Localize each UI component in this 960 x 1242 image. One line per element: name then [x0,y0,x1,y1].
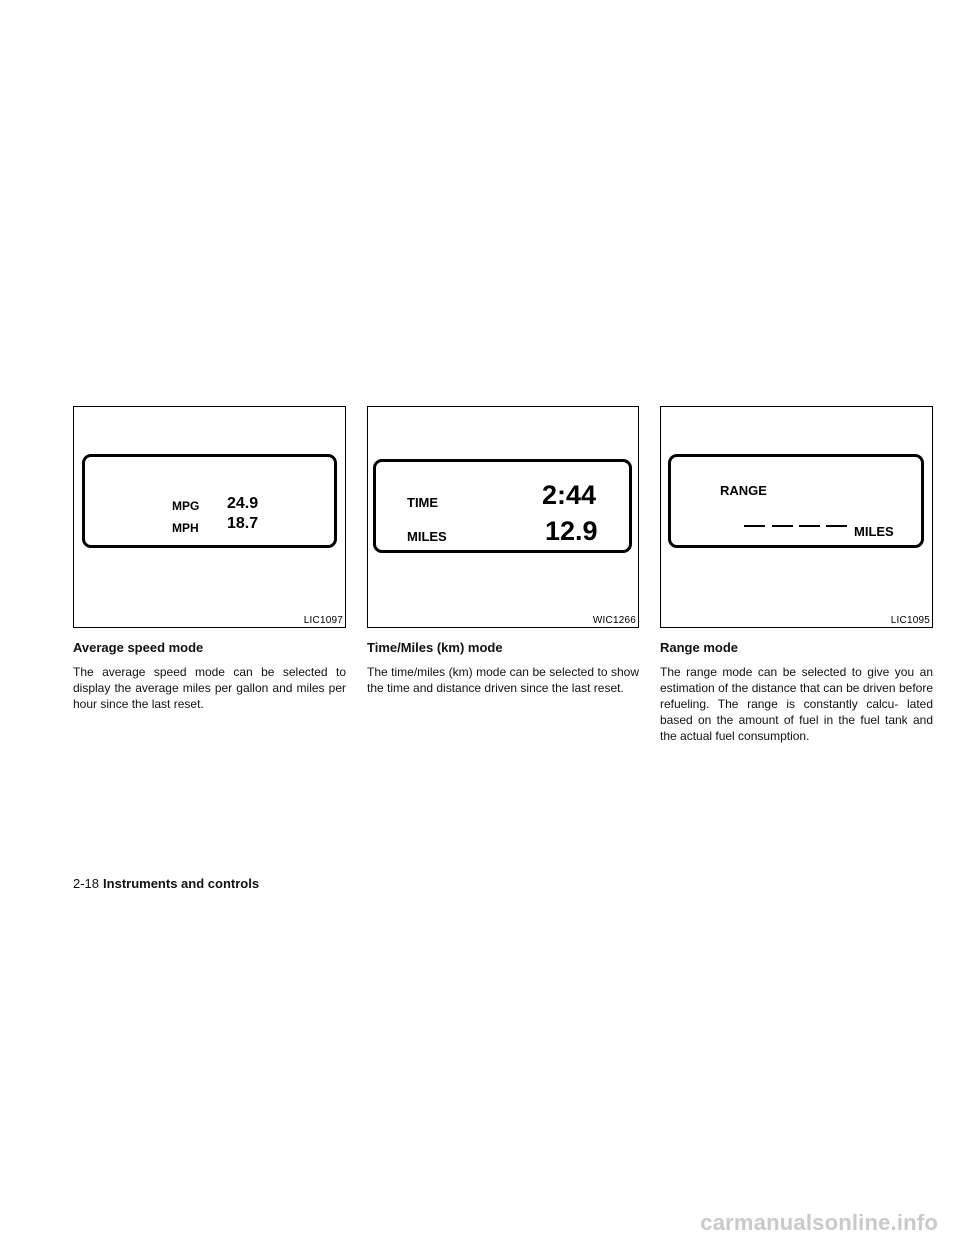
section-heading: Average speed mode [73,640,204,655]
page-footer [73,876,259,891]
range-label: RANGE [720,483,767,498]
mph-value: 18.7 [227,515,259,532]
time-label: TIME [407,495,439,510]
time-value: 2:44 [542,480,597,510]
figure-time-miles-display [367,406,639,628]
section-average-speed [73,406,346,712]
page-number: 2-18 [73,876,100,891]
section-body: The time/miles (km) mode can be selected to show the time and distance driven since the last reset. [367,665,639,695]
miles-label: MILES [407,529,447,544]
miles-value: 12.9 [545,516,598,546]
figure-code: WIC1266 [592,615,636,626]
mph-label: MPH [172,521,199,535]
mpg-label: MPG [172,499,200,513]
figure-code: LIC1095 [890,615,930,626]
figure-code: LIC1097 [303,615,343,626]
range-dash [772,525,793,527]
section-range [660,406,933,744]
section-title: Instruments and controls [103,876,260,891]
figure-range-display [660,406,933,628]
section-heading: Range mode [660,640,739,655]
section-time-miles [367,406,639,696]
section-body: The average speed mode can be selected to display the average miles per gallon and miles per hour since the last reset. [73,665,346,711]
range-dash [799,525,820,527]
lcd-display [82,454,337,548]
lcd-display [668,454,924,548]
range-dash [744,525,765,527]
miles-label: MILES [854,524,894,539]
section-heading: Time/Miles (km) mode [367,640,503,655]
watermark: carmanualsonline.info [700,1210,938,1235]
lcd-display [373,459,632,553]
section-body: The range mode can be selected to give you an estimation of the distance that can be driven before refueling. The range is constantly calcu- lated based on the amount of fuel in the fuel tank and the actual fuel consumption. [660,665,933,743]
mpg-value: 24.9 [227,495,259,512]
range-dash [826,525,847,527]
figure-average-speed-display [73,406,346,628]
